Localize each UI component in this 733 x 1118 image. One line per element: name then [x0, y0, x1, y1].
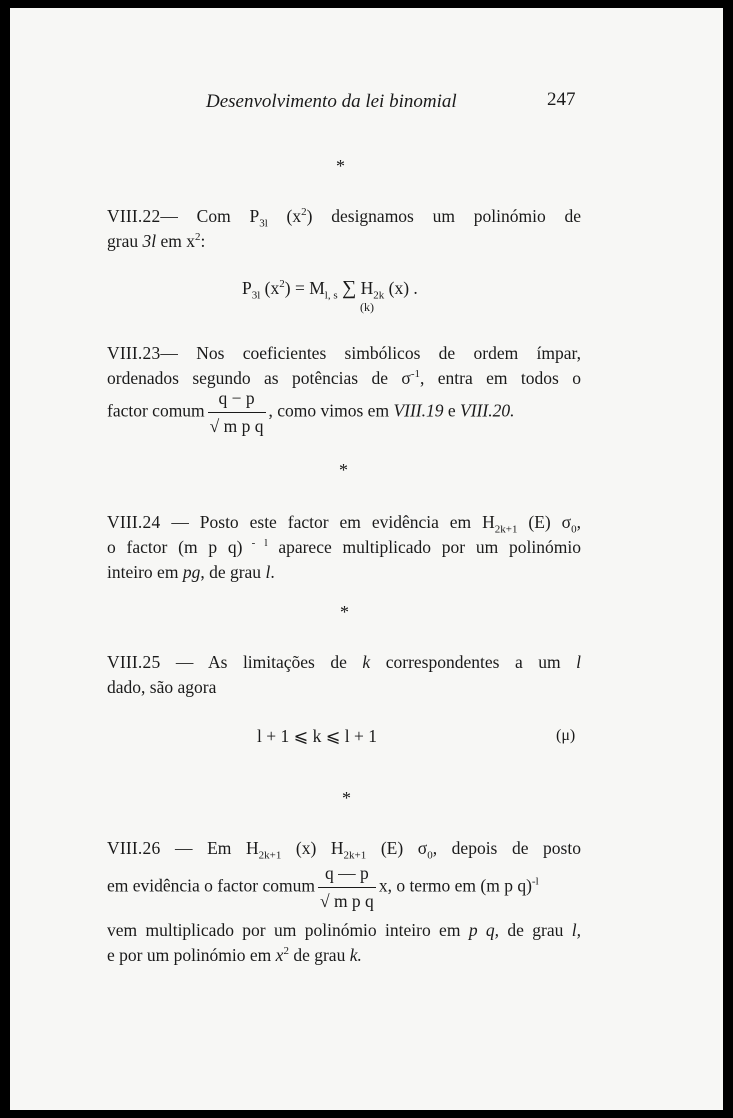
- section-viii-25: [107, 650, 581, 700]
- paragraph-line: ordenados segundo as potências de $\sigma^{-1}$, entra em todos o: [107, 368, 581, 388]
- paragraph-line: em evidência o factor comum $\frac{q — p}{\text{√ m p q}}$ x, o termo em (m p q)$^{-l}$: [107, 861, 539, 914]
- paragraph-line: VIII.26 — Em $H_{2k+1}$ (x) $H_{2k+1}$ (E) $\sigma_0$, depois de posto: [107, 838, 581, 862]
- fraction: $\frac{q — p}{\text{√ m p q}}$: [318, 861, 376, 914]
- paragraph-line: vem multiplicado por um polinómio inteiro em p q, de grau l,: [107, 920, 581, 940]
- section-viii-23: [107, 341, 581, 391]
- section-viii-22: [107, 204, 581, 229]
- paragraph-line: dado, são agora: [107, 677, 217, 697]
- paragraph-line: VIII.23— Nos coeficientes simbólicos de ordem ímpar,: [107, 343, 581, 363]
- formula-viii-25: l + 1 ⩽ k ⩽ l + 1: [257, 726, 378, 746]
- sum-symbol: ∑: [341, 277, 357, 299]
- section-viii-26-cont: [107, 918, 581, 968]
- section-viii-26: [107, 836, 581, 861]
- section-separator: *: [340, 602, 349, 622]
- sum-index: (k): [360, 300, 374, 314]
- section-separator: *: [336, 156, 345, 176]
- section-id: VIII.26: [107, 838, 161, 858]
- paragraph-line: grau 3l em $x^2$:: [107, 231, 206, 251]
- paragraph-line: VIII.24 — Posto este factor em evidência em $H_{2k+1}$ (E) $\sigma_0$,: [107, 512, 581, 536]
- section-id: VIII.22: [107, 206, 161, 226]
- section-id: VIII.25: [107, 652, 161, 672]
- page-number: 247: [547, 89, 576, 110]
- paragraph-line: VIII.22— Com $P_{3l}$ $(x^2)$ designamos um polinómio de: [107, 206, 581, 230]
- fraction: $\frac{q - p}{\text{√ m p q}}$: [208, 386, 266, 439]
- section-viii-24: [107, 510, 581, 585]
- section-id: VIII.24: [107, 512, 161, 532]
- paragraph-line: inteiro em pg, de grau l.: [107, 562, 275, 582]
- section-separator: *: [342, 788, 351, 808]
- paragraph-line: o factor (m p q) $^{- l}$ aparece multiplicado por um polinómio: [107, 537, 581, 557]
- formula-viii-22: $P_{3l}$ $(x^2) = M_{l, s}$ ∑ $H_{2k}$ (x) .: [242, 277, 418, 302]
- paragraph-line: e por um polinómio em $x^2$ de grau k.: [107, 945, 362, 965]
- section-separator: *: [339, 460, 348, 480]
- paragraph-line: factor comum $\frac{q - p}{\text{√ m p q}}$ , como vimos em VIII.19 e VIII.20.: [107, 386, 514, 439]
- book-page: [10, 8, 723, 1110]
- running-head-title: Desenvolvimento da lei binomial: [206, 91, 457, 112]
- paragraph-line: VIII.25 — As limitações de k correspondentes a um l: [107, 652, 581, 672]
- equation-tag: (μ): [556, 727, 576, 744]
- section-id: VIII.23: [107, 343, 161, 363]
